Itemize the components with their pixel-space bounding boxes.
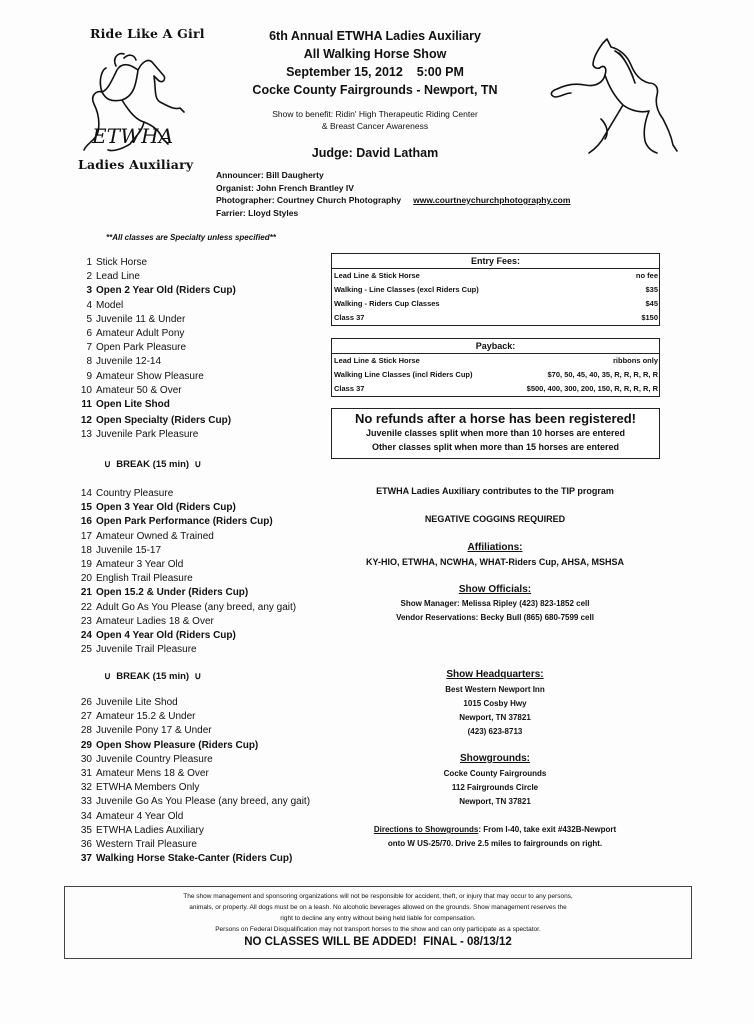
affiliations: KY-HIO, ETWHA, NCWHA, WHAT-Riders Cup, AHSA, MSHSA xyxy=(366,557,624,567)
announcer: Announcer: Bill Daugherty xyxy=(216,170,324,180)
class-number: 7 xyxy=(86,342,92,354)
disclaimer-line: animals, or property. All dogs must be on a leash. No alcoholic beverages allowed on the grounds. Show management reserves the xyxy=(189,904,567,911)
class-item xyxy=(72,370,236,384)
row-label: Walking Line Classes (incl Riders Cup) xyxy=(334,370,473,379)
class-list-group-2 xyxy=(72,487,296,657)
class-item xyxy=(72,781,310,795)
class-item xyxy=(72,558,296,572)
tip-program: ETWHA Ladies Auxiliary contributes to the TIP program xyxy=(376,486,614,496)
class-item xyxy=(72,572,296,586)
class-name: Juvenile Country Pleasure xyxy=(96,753,213,765)
horseshoe-icon: ∪ xyxy=(104,459,111,470)
row-value: $150 xyxy=(641,313,658,322)
class-item xyxy=(72,487,296,501)
class-number: 18 xyxy=(80,544,92,556)
class-number: 4 xyxy=(86,299,92,311)
disclaimer-line: The show management and sponsoring organizations will not be responsible for accident, theft, or injury that may occur to any persons, xyxy=(183,893,573,900)
row-label: Class 37 xyxy=(334,313,365,322)
class-item xyxy=(72,284,236,298)
hq-line: (423) 623-8713 xyxy=(467,727,523,736)
logo-top-text: Ride Like A Girl xyxy=(90,26,205,41)
class-item xyxy=(72,341,236,355)
class-item xyxy=(72,384,236,398)
class-item xyxy=(72,355,236,369)
directions-line-2: onto W US-25/70. Drive 2.5 miles to fairgrounds on right. xyxy=(387,839,603,848)
class-item xyxy=(72,724,310,738)
break-1 xyxy=(104,459,201,470)
class-number: 36 xyxy=(80,839,92,851)
photographer-line xyxy=(216,194,570,207)
entry-fees-title: Entry Fees: xyxy=(332,254,659,269)
class-name: Amateur Show Pleasure xyxy=(96,370,204,382)
row-label: Lead Line & Stick Horse xyxy=(334,271,420,280)
class-number: 3 xyxy=(86,285,92,297)
directions-text: : From I-40, take exit #432B-Newport xyxy=(478,825,617,834)
class-number: 37 xyxy=(80,853,92,865)
class-number: 34 xyxy=(80,810,92,822)
class-number: 20 xyxy=(80,573,92,585)
class-number: 6 xyxy=(86,328,92,340)
row-value: ribbons only xyxy=(613,356,658,365)
hq-line: Newport, TN 37821 xyxy=(459,713,531,722)
row-value: $500, 400, 300, 200, 150, R, R, R, R, R xyxy=(526,384,658,393)
class-number: 8 xyxy=(86,356,92,368)
class-name: Juvenile Park Pleasure xyxy=(96,429,199,441)
entry-fees-row xyxy=(332,283,659,297)
hq-line: Best Western Newport Inn xyxy=(445,685,545,694)
class-item xyxy=(72,428,236,442)
class-name: Amateur 15.2 & Under xyxy=(96,711,196,723)
class-name: Country Pleasure xyxy=(96,488,174,499)
payback-row xyxy=(332,368,659,382)
directions-label: Directions to Showgrounds xyxy=(373,825,479,834)
disclaimer-box xyxy=(64,886,692,959)
class-item xyxy=(72,270,236,284)
break-2 xyxy=(104,671,201,682)
class-number: 12 xyxy=(80,415,92,427)
showgrounds-line: 112 Fairgrounds Circle xyxy=(451,783,539,792)
row-label: Walking - Riders Cup Classes xyxy=(334,299,440,308)
class-number: 19 xyxy=(80,559,92,571)
row-value: no fee xyxy=(635,271,658,280)
class-name: Open 3 Year Old (Riders Cup) xyxy=(96,502,236,514)
row-label: Lead Line & Stick Horse xyxy=(334,356,420,365)
class-number: 17 xyxy=(80,530,92,542)
horse-icon xyxy=(72,40,210,170)
row-label: Walking - Line Classes (excl Riders Cup) xyxy=(334,285,479,294)
class-name: Open Park Performance (Riders Cup) xyxy=(96,516,273,528)
logo-script-text: ETWHA xyxy=(92,124,174,148)
horseshoe-icon: ∪ xyxy=(194,671,202,682)
break-label: BREAK (15 min) xyxy=(116,671,190,682)
class-item xyxy=(72,739,310,753)
coggins-required: NEGATIVE COGGINS REQUIRED xyxy=(424,514,566,524)
class-item xyxy=(72,795,310,809)
class-name: Open Specialty (Riders Cup) xyxy=(96,415,232,427)
class-item xyxy=(72,852,310,866)
organist: Organist: John French Brantley IV xyxy=(216,182,354,193)
class-name: ETWHA Ladies Auxiliary xyxy=(96,824,204,836)
affiliations-title: Affiliations: xyxy=(467,542,523,553)
class-name: Open Park Pleasure xyxy=(96,342,187,354)
row-value: $45 xyxy=(645,299,658,308)
horseshoe-icon: ∪ xyxy=(194,459,202,470)
class-item xyxy=(72,753,310,767)
class-name: Juvenile Lite Shod xyxy=(96,697,178,708)
class-list-group-3 xyxy=(72,696,310,866)
class-name: Adult Go As You Please (any breed, any gait) xyxy=(96,601,297,613)
benefit-line-1: Show to benefit: Ridin' High Therapeutic Riding Center xyxy=(272,109,478,119)
class-item xyxy=(72,710,310,724)
class-item xyxy=(72,810,310,824)
showgrounds-title: Showgrounds: xyxy=(460,753,530,764)
judge: Judge: David Latham xyxy=(311,146,439,160)
staff-list xyxy=(216,169,570,219)
class-item xyxy=(72,615,296,629)
class-name: English Trail Pleasure xyxy=(96,573,193,585)
class-number: 31 xyxy=(80,768,92,780)
payback-table xyxy=(331,338,660,397)
class-item xyxy=(72,586,296,600)
row-label: Class 37 xyxy=(334,384,365,393)
class-item xyxy=(72,643,296,657)
hq-line: 1015 Cosby Hwy xyxy=(463,699,527,708)
class-name: Amateur 4 Year Old xyxy=(96,810,184,822)
class-name: Juvenile Trail Pleasure xyxy=(96,644,197,656)
class-item xyxy=(72,544,296,558)
show-manager: Show Manager: Melissa Ripley (423) 823-1852 cell xyxy=(400,599,590,608)
class-name: Amateur Ladies 18 & Over xyxy=(96,615,214,627)
specialty-note: **All classes are Specialty unless specified** xyxy=(106,233,276,242)
class-number: 9 xyxy=(86,370,92,382)
showgrounds-line: Newport, TN 37821 xyxy=(459,797,531,806)
show-date-time: September 15, 2012 5:00 PM xyxy=(286,65,464,79)
disclaimer-line: right to decline any entry without being held liable for compensation. xyxy=(280,915,476,922)
class-item xyxy=(72,398,236,412)
class-name: Amateur Adult Pony xyxy=(96,328,185,340)
class-item xyxy=(72,838,310,852)
class-name: Open 2 Year Old (Riders Cup) xyxy=(96,285,236,297)
show-title: 6th Annual ETWHA Ladies Auxiliary xyxy=(269,29,481,43)
entry-fees-row xyxy=(332,297,659,311)
class-item xyxy=(72,501,296,515)
class-name: ETWHA Members Only xyxy=(96,782,200,794)
class-name: Juvenile 12-14 xyxy=(96,356,162,368)
class-number: 26 xyxy=(80,697,92,708)
class-name: Juvenile 11 & Under xyxy=(96,313,186,325)
class-item xyxy=(72,313,236,327)
class-name: Walking Horse Stake-Canter (Riders Cup) xyxy=(96,853,293,865)
refund-notice xyxy=(331,408,660,459)
class-number: 10 xyxy=(80,384,92,396)
class-item xyxy=(72,530,296,544)
class-name: Open Show Pleasure (Riders Cup) xyxy=(96,739,259,751)
class-number: 15 xyxy=(80,502,92,514)
class-item xyxy=(72,515,296,529)
class-name: Stick Horse xyxy=(96,257,148,268)
photographer: Photographer: Courtney Church Photography xyxy=(216,195,402,205)
show-subtitle: All Walking Horse Show xyxy=(303,47,447,61)
farrier: Farrier: Lloyd Styles xyxy=(216,207,299,218)
horseshoe-icon: ∪ xyxy=(104,671,111,682)
class-item xyxy=(72,414,236,428)
class-number: 22 xyxy=(80,601,92,613)
class-number: 29 xyxy=(80,739,92,751)
hq-title: Show Headquarters: xyxy=(446,669,544,680)
split-rule-juvenile: Juvenile classes split when more than 10 horses are entered xyxy=(365,428,626,438)
class-name: Amateur Mens 18 & Over xyxy=(96,768,209,780)
directions-line-1 xyxy=(330,823,660,837)
class-item xyxy=(72,299,236,313)
entry-fees-row xyxy=(332,311,659,325)
class-item xyxy=(72,601,296,615)
class-number: 1 xyxy=(86,257,92,268)
final-notice: NO CLASSES WILL BE ADDED! FINAL - 08/13/12 xyxy=(244,936,512,948)
showgrounds-line: Cocke County Fairgrounds xyxy=(443,769,547,778)
class-name: Amateur Owned & Trained xyxy=(96,530,214,542)
break-label: BREAK (15 min) xyxy=(116,459,190,470)
show-location: Cocke County Fairgrounds - Newport, TN xyxy=(252,83,498,97)
payback-title: Payback: xyxy=(332,339,659,354)
class-number: 33 xyxy=(80,796,92,808)
class-name: Juvenile Pony 17 & Under xyxy=(96,725,212,737)
class-name: Western Trail Pleasure xyxy=(96,839,197,851)
split-rule-other: Other classes split when more than 15 horses are entered xyxy=(371,442,620,452)
class-number: 5 xyxy=(86,313,92,325)
class-name: Model xyxy=(96,299,124,311)
entry-fees-row xyxy=(332,269,659,283)
class-name: Open 4 Year Old (Riders Cup) xyxy=(96,630,236,642)
class-number: 24 xyxy=(80,630,92,642)
payback-row xyxy=(332,354,659,368)
class-list-group-1 xyxy=(72,256,236,443)
class-number: 2 xyxy=(86,271,92,283)
officials-title: Show Officials: xyxy=(458,584,532,595)
show-header xyxy=(230,27,520,160)
class-number: 14 xyxy=(80,488,92,499)
vendor-reservations: Vendor Reservations: Becky Bull (865) 680-7599 cell xyxy=(396,613,594,622)
class-number: 13 xyxy=(80,429,92,441)
refund-headline: No refunds after a horse has been registered! xyxy=(354,411,637,426)
class-number: 30 xyxy=(80,753,92,765)
class-item xyxy=(72,327,236,341)
class-name: Lead Line xyxy=(96,271,140,283)
class-name: Amateur 50 & Over xyxy=(96,384,182,396)
class-number: 35 xyxy=(80,824,92,836)
entry-fees-table xyxy=(331,253,660,326)
class-number: 11 xyxy=(81,399,92,411)
class-number: 28 xyxy=(80,725,92,737)
photographer-link[interactable]: www.courtneychurchphotography.com xyxy=(413,195,571,205)
class-item xyxy=(72,629,296,643)
class-item xyxy=(72,767,310,781)
benefit-line-2: & Breast Cancer Awareness xyxy=(321,121,429,131)
row-value: $70, 50, 45, 40, 35, R, R, R, R, R xyxy=(547,370,658,379)
payback-row xyxy=(332,382,659,396)
class-item xyxy=(72,256,236,270)
ladies-auxiliary-logo xyxy=(72,26,210,176)
class-name: Juvenile 15-17 xyxy=(96,544,162,556)
horse-illustration xyxy=(545,35,680,160)
class-name: Open 15.2 & Under (Riders Cup) xyxy=(96,587,249,599)
class-number: 25 xyxy=(80,644,92,656)
class-name: Juvenile Go As You Please (any breed, any gait) xyxy=(96,796,311,808)
logo-bottom-text: Ladies Auxiliary xyxy=(78,157,194,172)
class-number: 21 xyxy=(80,587,92,599)
class-name: Open Lite Shod xyxy=(96,399,170,411)
class-name: Amateur 3 Year Old xyxy=(96,559,184,571)
disclaimer-line: Persons on Federal Disqualification may not transport horses to the show and can only participate as a spectator. xyxy=(215,926,541,933)
class-item xyxy=(72,696,310,710)
horse-icon xyxy=(545,35,680,160)
class-number: 27 xyxy=(80,711,92,723)
class-number: 23 xyxy=(80,615,92,627)
class-number: 16 xyxy=(80,516,92,528)
row-value: $35 xyxy=(645,285,658,294)
class-number: 32 xyxy=(80,782,92,794)
class-item xyxy=(72,824,310,838)
